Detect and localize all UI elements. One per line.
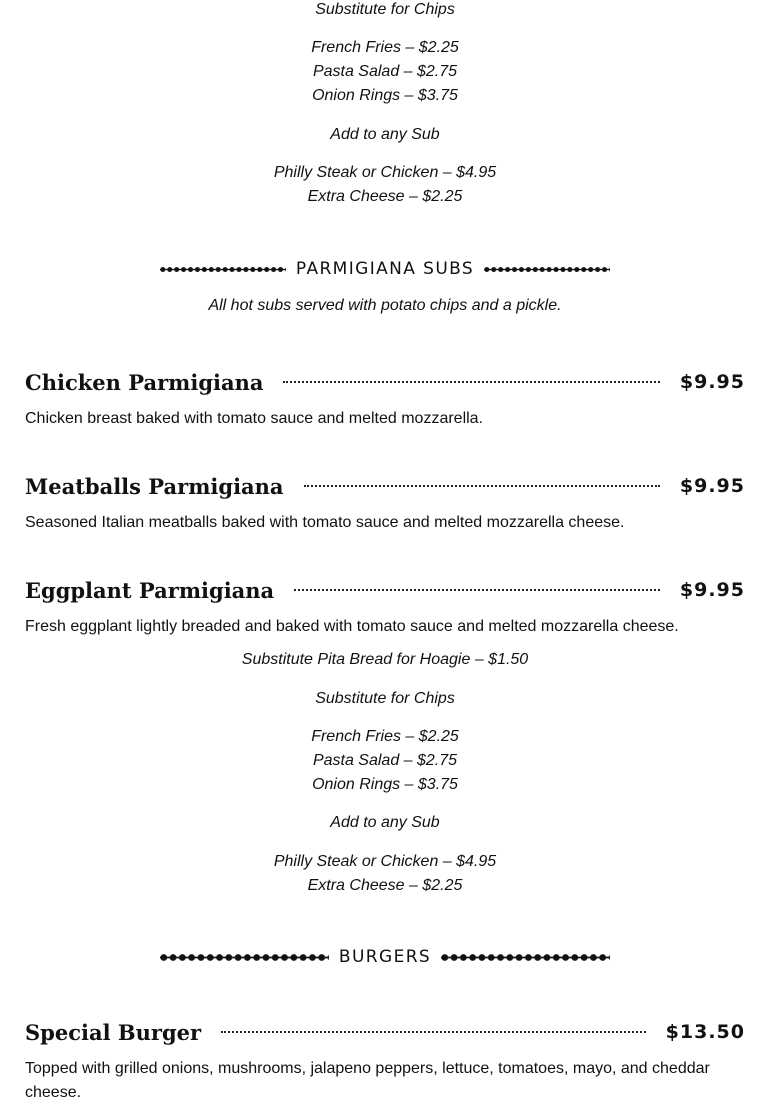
item-price: $13.50 xyxy=(665,1021,745,1043)
menu-item-special-burger xyxy=(25,1017,745,1047)
dotted-leader xyxy=(304,485,660,487)
chips-option: Onion Rings – $3.75 xyxy=(312,87,458,104)
item-description: Topped with grilled onions, mushrooms, jalapeno peppers, lettuce, tomatoes, mayo, and cheddar cheese. xyxy=(25,1060,710,1100)
dotted-leader xyxy=(221,1031,646,1033)
chips-substitute-heading: Substitute for Chips xyxy=(315,690,455,707)
chips-substitute-heading: Substitute for Chips xyxy=(315,1,455,18)
section-title: BURGERS xyxy=(338,947,432,967)
menu-item-meatballs-parmigiana xyxy=(25,471,745,501)
scallop-divider-left xyxy=(160,953,329,962)
add-option: Philly Steak or Chicken – $4.95 xyxy=(273,853,497,870)
dotted-leader xyxy=(283,381,659,383)
section-heading-burgers xyxy=(160,945,610,969)
menu-item-eggplant-parmigiana xyxy=(25,575,745,605)
chips-option: Pasta Salad – $2.75 xyxy=(312,63,458,80)
section-subtitle: All hot subs served with potato chips and a pickle. xyxy=(208,297,562,314)
item-description: Chicken breast baked with tomato sauce and melted mozzarella. xyxy=(25,410,484,427)
scallop-divider-right xyxy=(484,265,610,274)
scallop-divider-right xyxy=(441,953,610,962)
chips-option: Pasta Salad – $2.75 xyxy=(312,752,458,769)
add-option: Philly Steak or Chicken – $4.95 xyxy=(273,164,497,181)
add-option: Extra Cheese – $2.25 xyxy=(307,877,463,894)
menu-item-chicken-parmigiana xyxy=(25,367,745,397)
item-price: $9.95 xyxy=(679,475,745,497)
dotted-leader xyxy=(294,589,660,591)
section-title: PARMIGIANA SUBS xyxy=(295,259,475,279)
item-name: Chicken Parmigiana xyxy=(25,369,264,395)
item-description: Fresh eggplant lightly breaded and baked with tomato sauce and melted mozzarella cheese. xyxy=(25,618,679,635)
add-option: Extra Cheese – $2.25 xyxy=(307,188,463,205)
add-to-sub-heading: Add to any Sub xyxy=(330,126,440,143)
item-name: Special Burger xyxy=(25,1019,202,1045)
item-name: Meatballs Parmigiana xyxy=(25,473,284,499)
add-to-sub-heading: Add to any Sub xyxy=(330,814,440,831)
chips-option: Onion Rings – $3.75 xyxy=(312,776,458,793)
scallop-divider-left xyxy=(160,265,286,274)
chips-option: French Fries – $2.25 xyxy=(311,728,459,745)
item-price: $9.95 xyxy=(679,371,745,393)
pita-substitute-note: Substitute Pita Bread for Hoagie – $1.50 xyxy=(241,651,529,668)
item-name: Eggplant Parmigiana xyxy=(25,577,275,603)
item-price: $9.95 xyxy=(679,579,745,601)
section-heading-parmigiana xyxy=(160,257,610,281)
chips-option: French Fries – $2.25 xyxy=(311,39,459,56)
item-description: Seasoned Italian meatballs baked with tomato sauce and melted mozzarella cheese. xyxy=(25,514,625,531)
